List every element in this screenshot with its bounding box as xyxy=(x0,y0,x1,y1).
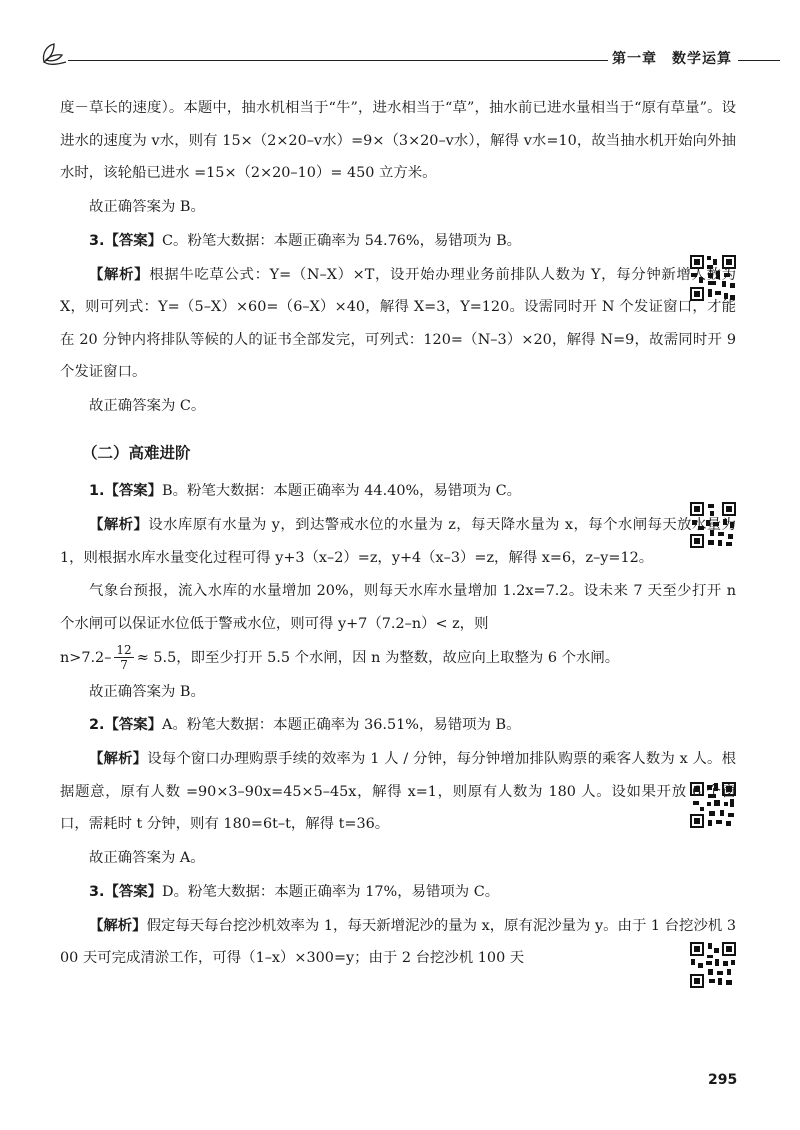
answer-tag: 1.【答案】 xyxy=(89,483,163,500)
fraction xyxy=(114,643,133,672)
answer-line xyxy=(60,876,736,909)
formula-paragraph xyxy=(60,642,736,675)
header-rule-right xyxy=(738,60,780,61)
formula-text: n>7.2– xyxy=(60,649,112,666)
analysis-tag: 【解析】 xyxy=(89,917,147,934)
answer-line xyxy=(60,225,736,258)
paragraph: 故正确答案为 B。 xyxy=(89,683,205,700)
answer-tag: 3.【答案】 xyxy=(89,883,163,900)
formula-text: ≈ 5.5，即至少打开 5.5 个水闸，因 n 为整数，故应向上取整为 6 个水闸。 xyxy=(136,649,620,666)
fraction-numerator: 12 xyxy=(116,643,132,658)
analysis-paragraph xyxy=(60,259,736,389)
analysis-text: 假定每天每台挖沙机效率为 1，每天新增泥沙的量为 x，原有泥沙量为 y。由于 1 台挖沙机 300 天可完成清淤工作，可得（1–x）×300=y；由于 2 台挖沙机 100 天 xyxy=(60,917,736,967)
answer-text: A。粉笔大数据：本题正确率为 36.51%，易错项为 B。 xyxy=(162,717,521,734)
leaf-ornament-icon xyxy=(38,40,68,68)
chapter-title: 第一章 数学运算 xyxy=(612,51,732,67)
answer-tag: 2.【答案】 xyxy=(89,717,163,734)
answer-text: B。粉笔大数据：本题正确率为 44.40%，易错项为 C。 xyxy=(162,483,522,500)
analysis-tag: 【解析】 xyxy=(89,751,148,768)
header-rule-left xyxy=(68,60,608,61)
paragraph: 故正确答案为 C。 xyxy=(89,398,206,415)
paragraph: 故正确答案为 B。 xyxy=(89,198,205,215)
answer-line xyxy=(60,709,736,742)
answer-line xyxy=(60,475,736,508)
analysis-paragraph xyxy=(60,509,736,574)
analysis-text: 设每个窗口办理购票手续的效率为 1 人 / 分钟，每分钟增加排队购票的乘客人数为 x 人。根据题意，原有人数 =90×3–90x=45×5–45x，解得 x=1，则原有人数为 180 人。设如果开放 6 个窗口，需耗时 t 分钟，则有 180=6t–t，解得 t=36。 xyxy=(60,751,736,833)
section-title: （二）高难进阶 xyxy=(82,443,191,462)
fraction-denominator: 7 xyxy=(120,658,128,673)
analysis-text: 根据牛吃草公式：Y=（N–X）×T，设开始办理业务前排队人数为 Y，每分钟新增人数为 X，则可列式：Y=（5–X）×60=（6–X）×40，解得 X=3，Y=120。设需同时开 N 个发证窗口，才能在 20 分钟内将排队等候的人的证书全部发完，可列式：120=（N–3）×20，解得 N=9，故需同时开 9 个发证窗口。 xyxy=(60,266,736,381)
paragraph: 度－草长的速度）。本题中，抽水机相当于“牛”，进水相当于“草”，抽水前已进水量相当于“原有草量”。设进水的速度为 v水，则有 15×（2×20–v水）=9×（3×20–v水），解得 v水=10，故当抽水机开始向外抽水时，该轮船已进水 =15×（2×20–10）= 450 立方米。 xyxy=(60,100,736,182)
analysis-tag: 【解析】 xyxy=(89,517,149,534)
answer-text: D。粉笔大数据：本题正确率为 17%，易错项为 C。 xyxy=(162,883,500,900)
analysis-tag: 【解析】 xyxy=(89,266,150,283)
analysis-paragraph xyxy=(60,743,736,841)
analysis-text: 设水库原有水量为 y，到达警戒水位的水量为 z，每天降水量为 x，每个水闸每天放水量为 1，则根据水库水量变化过程可得 y+3（x–2）=z，y+4（x–3）=z，解得 x=6，z–y=12。 xyxy=(60,517,736,566)
running-header xyxy=(38,40,778,70)
answer-tag: 3.【答案】 xyxy=(89,232,163,249)
page-body xyxy=(60,92,736,976)
paragraph: 气象台预报，流入水库的水量增加 20%，则每天水库水量增加 1.2x=7.2。设未来 7 天至少打开 n 个水闸可以保证水位低于警戒水位，则可得 y+7（7.2–n）< z，则 xyxy=(60,583,736,633)
answer-text: C。粉笔大数据：本题正确率为 54.76%，易错项为 B。 xyxy=(162,232,522,249)
paragraph: 故正确答案为 A。 xyxy=(89,850,205,867)
page-number: 295 xyxy=(708,1072,738,1088)
analysis-paragraph xyxy=(60,910,736,975)
